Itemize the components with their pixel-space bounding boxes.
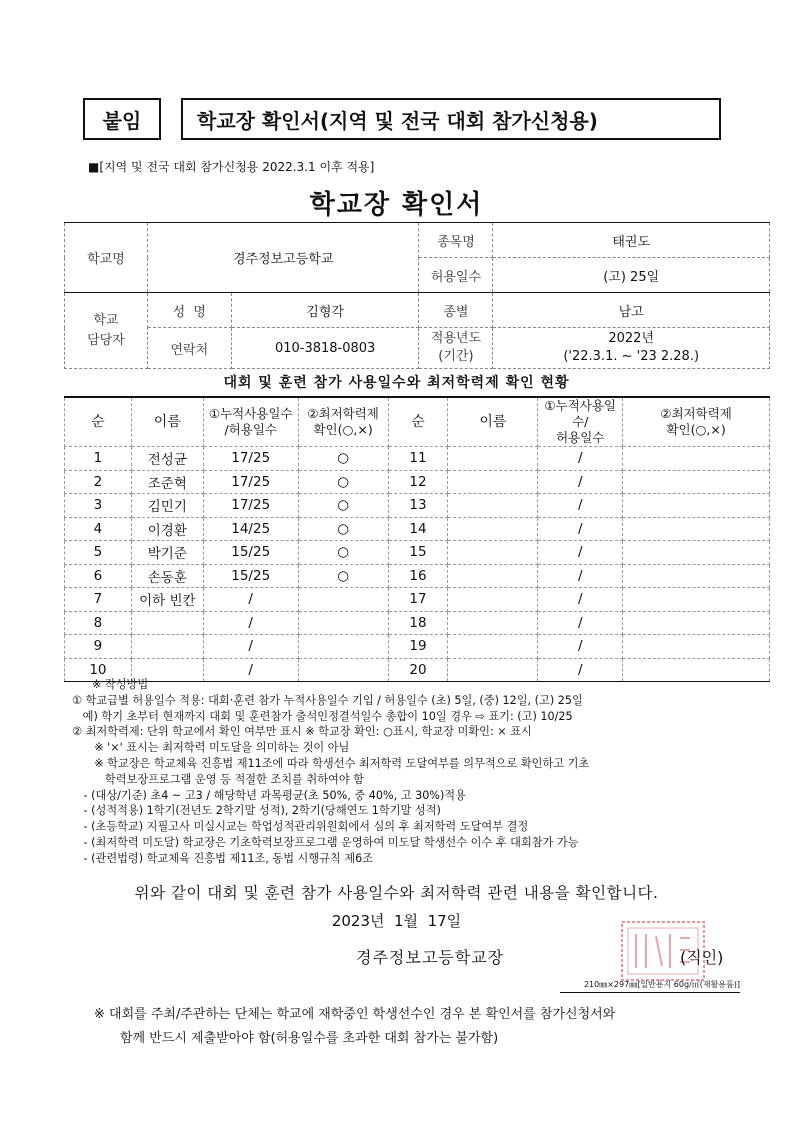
row-mark: ○ (298, 541, 388, 565)
sport-label: 종목명 (419, 223, 493, 258)
row-mark-2 (623, 564, 770, 588)
row-seq-2: 12 (388, 470, 448, 494)
submission-note (94, 1003, 615, 1051)
row-seq: 4 (65, 517, 132, 541)
row-days: 14/25 (203, 517, 298, 541)
col-days (203, 397, 298, 447)
submission-note-line1: ※ 대회를 주최/주관하는 단체는 학교에 재학중인 학생선수인 경우 본 확인서를 참가신청서와 (94, 1007, 616, 1022)
row-mark-2 (623, 635, 770, 659)
confirmation-statement: 위와 같이 대회 및 훈련 참가 사용일수와 최저학력 관련 내용을 확인합니다. (134, 884, 659, 902)
col-mark (298, 397, 388, 447)
guide-line: ※ 학교장은 학교체육 진흥법 제11조에 따라 학생선수 최저학력 도달여부를 의무적으로 확인하고 기초 (80, 756, 590, 770)
status-header-row (65, 397, 770, 447)
col-mark-2-line2: 확인(○,×) (666, 422, 726, 437)
confirmation-date: 2023년 1월 17일 (331, 912, 462, 930)
col-days-2 (538, 397, 623, 447)
row-seq: 3 (65, 494, 132, 518)
principal-name: 경주정보고등학교장 (356, 948, 505, 967)
row-seq-2: 14 (388, 517, 448, 541)
row-days: 17/25 (203, 494, 298, 518)
col-name-2: 이름 (448, 397, 538, 447)
row-days-2: / (538, 470, 623, 494)
row-days: / (203, 658, 298, 682)
row-days-2: / (538, 658, 623, 682)
row-name-2 (448, 494, 538, 518)
row-name (131, 635, 203, 659)
guide-line: ※ 작성방법 (92, 678, 149, 691)
row-name-2 (448, 470, 538, 494)
row-days: / (203, 635, 298, 659)
row-days: 15/25 (203, 541, 298, 565)
row-days-2: / (538, 611, 623, 635)
guide-line: - (최저학력 미도달) 학교장은 기초학력보장프로그램 운영하여 미도달 학생선수 이수 후 대회참가 가능 (80, 835, 579, 849)
col-seq-2: 순 (388, 397, 448, 447)
row-seq: 5 (65, 541, 132, 565)
row-days: / (203, 588, 298, 612)
document-title: 학교장 확인서 (309, 190, 484, 220)
sport-value: 태권도 (493, 223, 770, 258)
col-days-2-line1: ①누적사용일수/ (544, 398, 617, 429)
row-name: 손동훈 (131, 564, 203, 588)
row-name: 이경환 (131, 517, 203, 541)
contact-label: 연락처 (147, 328, 231, 369)
manager-label-line1: 학교 (93, 312, 119, 328)
row-seq: 7 (65, 588, 132, 612)
row-mark-2 (623, 611, 770, 635)
year-value (493, 328, 770, 369)
manager-label-line2: 담당자 (87, 332, 125, 348)
col-mark-line2: 확인(○,×) (313, 422, 373, 437)
row-name-2 (448, 611, 538, 635)
name-label: 성 명 (147, 293, 231, 328)
row-name-2 (448, 588, 538, 612)
row-days-2: / (538, 541, 623, 565)
row-mark (298, 588, 388, 612)
school-label: 학교명 (65, 223, 148, 293)
row-days: / (203, 611, 298, 635)
row-days-2: / (538, 517, 623, 541)
allowed-days-label: 허용일수 (419, 258, 493, 293)
row-mark-2 (623, 447, 770, 471)
kind-value: 남고 (493, 293, 770, 328)
guide-line: - (초등학교) 지필고사 미실시교는 학업성적관리위원회에서 심의 후 최저학력 도달여부 결정 (80, 820, 529, 834)
row-seq: 1 (65, 447, 132, 471)
guide-line: 예) 학기 초부터 현재까지 대회 및 훈련참가 출석인정결석일수 총합이 10일 경우 ⇨ 표기: (고) 10/25 (72, 709, 573, 723)
table-row (65, 564, 770, 588)
row-days-2: / (538, 447, 623, 471)
row-name (131, 611, 203, 635)
guide-line: ※ '×' 표시는 최저학력 미도달을 의미하는 것이 아님 (80, 741, 350, 755)
row-mark-2 (623, 517, 770, 541)
row-days: 15/25 (203, 564, 298, 588)
contact-value: 010-3818-0803 (231, 328, 419, 369)
row-seq: 2 (65, 470, 132, 494)
col-seq: 순 (65, 397, 132, 447)
col-mark-2 (623, 397, 770, 447)
row-name-2 (448, 517, 538, 541)
status-table (64, 396, 770, 682)
row-seq: 8 (65, 611, 132, 635)
year-value-line2: ('22.3.1. ~ '23 2.28.) (563, 349, 700, 364)
row-name-2 (448, 447, 538, 471)
row-mark: ○ (298, 470, 388, 494)
row-seq: 9 (65, 635, 132, 659)
row-mark (298, 611, 388, 635)
row-days-2: / (538, 494, 623, 518)
row-mark (298, 635, 388, 659)
year-label (419, 328, 493, 369)
row-days: 17/25 (203, 447, 298, 471)
row-seq-2: 15 (388, 541, 448, 565)
table-row (65, 588, 770, 612)
row-mark: ○ (298, 447, 388, 471)
kind-label: 종별 (419, 293, 493, 328)
table-row (65, 517, 770, 541)
guide-line: ② 최저학력제: 단위 학교에서 확인 여부만 표시 ※ 학교장 확인: ○표시, 학교장 미확인: × 표시 (72, 725, 532, 739)
guide-line: ① 학교급별 허용일수 적용: 대회·훈련 참가 누적사용일수 기입 / 허용일수 (초) 5일, (중) 12일, (고) 25일 (72, 693, 583, 707)
paper-spec: 210㎜×297㎜[일반용지 60g/㎡(재활용품)] (560, 979, 740, 993)
row-days: 17/25 (203, 470, 298, 494)
row-mark-2 (623, 494, 770, 518)
school-value: 경주정보고등학교 (147, 223, 419, 293)
status-title: 대회 및 훈련 참가 사용일수와 최저학력제 확인 현황 (223, 375, 570, 391)
col-days-line2: /허용일수 (224, 422, 277, 437)
header (83, 98, 721, 142)
name-value: 김형각 (231, 293, 419, 328)
row-mark: ○ (298, 494, 388, 518)
row-seq: 10 (65, 658, 132, 682)
table-row (65, 635, 770, 659)
guide-line: - (성적적용) 1학기(전년도 2학기말 성적), 2학기(당해연도 1학기말 성적) (80, 804, 441, 818)
submission-note-line2: 함께 반드시 제출받아야 함(허용일수를 초과한 대회 참가는 불가함) (120, 1031, 499, 1046)
table-row (65, 611, 770, 635)
row-days-2: / (538, 564, 623, 588)
manager-label (65, 293, 148, 369)
writing-guide (72, 677, 760, 867)
row-seq-2: 18 (388, 611, 448, 635)
row-name: 이하 빈칸 (131, 588, 203, 612)
row-mark-2 (623, 541, 770, 565)
row-mark-2 (623, 588, 770, 612)
row-seq-2: 11 (388, 447, 448, 471)
col-days-line1: ①누적사용일수 (208, 406, 293, 421)
guide-line: - (관련법령) 학교체육 진흥법 제11조, 동법 시행규칙 제6조 (80, 851, 374, 865)
attachment-badge: 붙임 (83, 98, 161, 140)
col-name: 이름 (131, 397, 203, 447)
col-mark-2-line1: ②최저학력제 (660, 406, 732, 421)
row-days-2: / (538, 588, 623, 612)
allowed-days-value: (고) 25일 (493, 258, 770, 293)
guide-line: 학력보장프로그램 운영 등 적절한 조치를 취하여야 함 (80, 772, 364, 786)
year-value-line1: 2022년 (608, 331, 655, 346)
col-days-2-line2: 허용일수 (556, 430, 605, 445)
row-mark-2 (623, 470, 770, 494)
col-mark-line1: ②최저학력제 (307, 406, 379, 421)
row-seq-2: 13 (388, 494, 448, 518)
row-seq-2: 16 (388, 564, 448, 588)
row-seq-2: 17 (388, 588, 448, 612)
row-name-2 (448, 635, 538, 659)
year-label-line1: 적용년도 (430, 331, 482, 346)
table-row (65, 470, 770, 494)
row-seq-2: 20 (388, 658, 448, 682)
row-seq: 6 (65, 564, 132, 588)
row-days-2: / (538, 635, 623, 659)
seal-label: (직인) (680, 948, 724, 967)
row-mark: ○ (298, 517, 388, 541)
school-info-table (64, 222, 770, 369)
row-mark: ○ (298, 564, 388, 588)
row-name: 조준혁 (131, 470, 203, 494)
row-name: 박기준 (131, 541, 203, 565)
row-seq-2: 19 (388, 635, 448, 659)
table-row (65, 447, 770, 471)
table-row (65, 541, 770, 565)
header-title: 학교장 확인서(지역 및 전국 대회 참가신청용) (181, 98, 721, 140)
row-name-2 (448, 564, 538, 588)
guide-line: - (대상/기준) 초4 ~ 고3 / 해당학년 과목평균(초 50%, 중 40%, 고 30%)적용 (80, 788, 466, 802)
row-name: 전성균 (131, 447, 203, 471)
applicability-note: ■[지역 및 전국 대회 참가신청용 2022.3.1 이후 적용] (88, 160, 375, 174)
year-label-line2: (기간) (438, 349, 474, 364)
table-row (65, 494, 770, 518)
row-name-2 (448, 541, 538, 565)
row-name: 김민기 (131, 494, 203, 518)
